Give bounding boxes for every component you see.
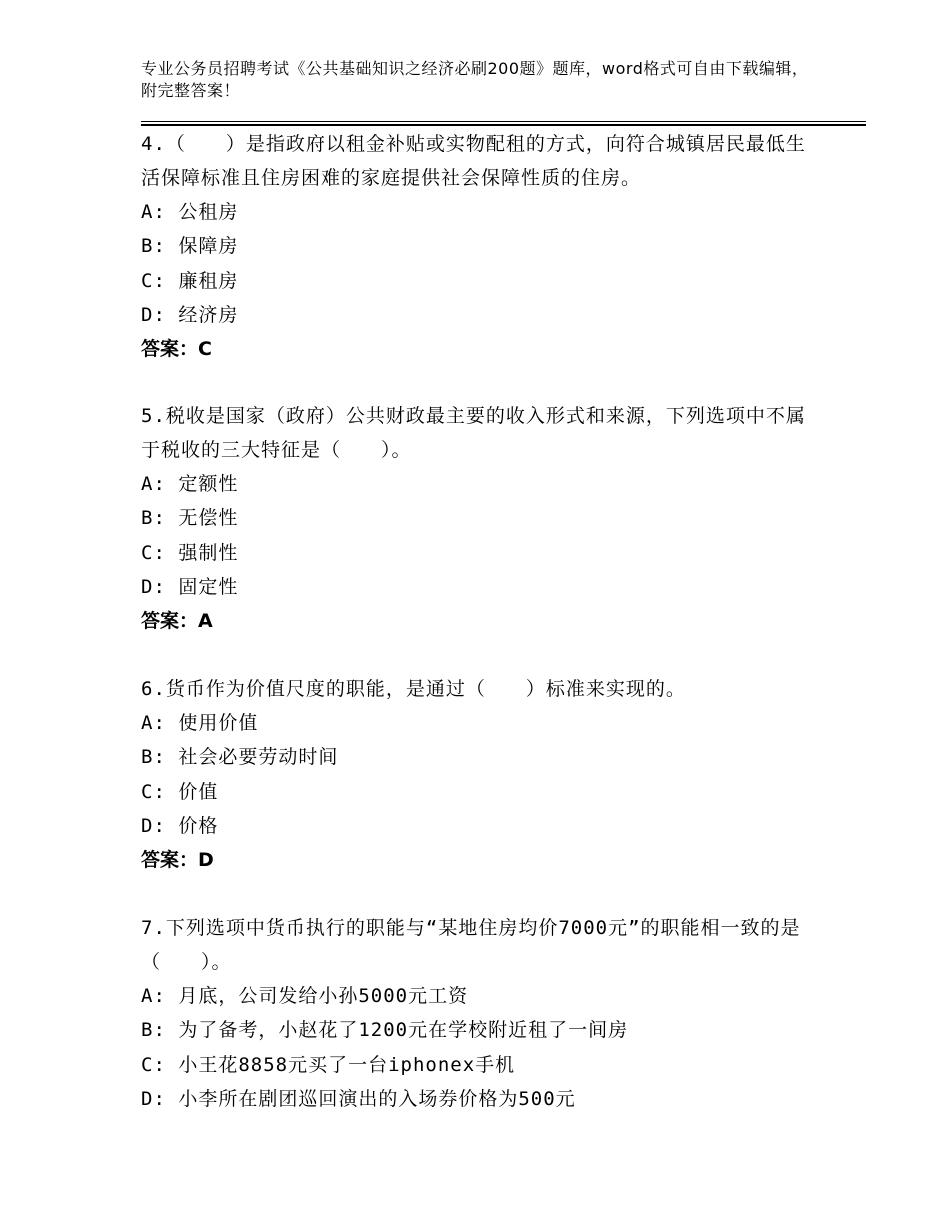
question-4 bbox=[141, 127, 811, 366]
answer-line: 答案：D bbox=[141, 849, 214, 872]
document-header: 专业公务员招聘考试《公共基础知识之经济必刷200题》题库，word格式可自由下载编辑，附完整答案！ bbox=[141, 59, 809, 100]
question-5 bbox=[141, 399, 811, 638]
header-divider-thin bbox=[141, 121, 866, 122]
option-b: B: 无偿性 bbox=[141, 507, 239, 530]
option-c: C: 廉租房 bbox=[141, 269, 239, 292]
option-b: B: 保障房 bbox=[141, 235, 239, 258]
option-b: B: 为了备考，小赵花了1200元在学校附近租了一间房 bbox=[141, 1019, 629, 1042]
option-a: A: 月底，公司发给小孙5000元工资 bbox=[141, 985, 469, 1007]
option-d: D: 小李所在剧团巡回演出的入场券价格为500元 bbox=[141, 1087, 576, 1110]
option-c: C: 价值 bbox=[141, 780, 219, 803]
option-c: C: 强制性 bbox=[141, 541, 239, 564]
option-c: C: 小王花8858元买了一台iphonex手机 bbox=[141, 1053, 516, 1076]
option-a: A: 公租房 bbox=[141, 201, 239, 223]
answer-line: 答案：A bbox=[141, 610, 213, 633]
option-a: A: 定额性 bbox=[141, 473, 239, 495]
question-stem: 7.下列选项中货币执行的职能与“某地住房均价7000元”的职能相一致的是（ ）。 bbox=[141, 917, 801, 973]
question-stem: 5.税收是国家（政府）公共财政最主要的收入形式和来源，下列选项中不属于税收的三大特征是（ ）。 bbox=[141, 405, 806, 461]
answer-line: 答案：C bbox=[141, 338, 212, 361]
question-7 bbox=[141, 911, 811, 1116]
option-d: D: 固定性 bbox=[141, 575, 239, 598]
option-d: D: 价格 bbox=[141, 814, 219, 837]
option-a: A: 使用价值 bbox=[141, 712, 259, 734]
question-stem: 6.货币作为价值尺度的职能，是通过（ ）标准来实现的。 bbox=[141, 678, 686, 700]
question-6 bbox=[141, 672, 811, 877]
option-d: D: 经济房 bbox=[141, 303, 239, 326]
question-stem: 4.（ ）是指政府以租金补贴或实物配租的方式，向符合城镇居民最低生活保障标准且住房困难的家庭提供社会保障性质的住房。 bbox=[141, 133, 806, 189]
option-b: B: 社会必要劳动时间 bbox=[141, 746, 339, 769]
header-divider-thick bbox=[141, 124, 866, 126]
